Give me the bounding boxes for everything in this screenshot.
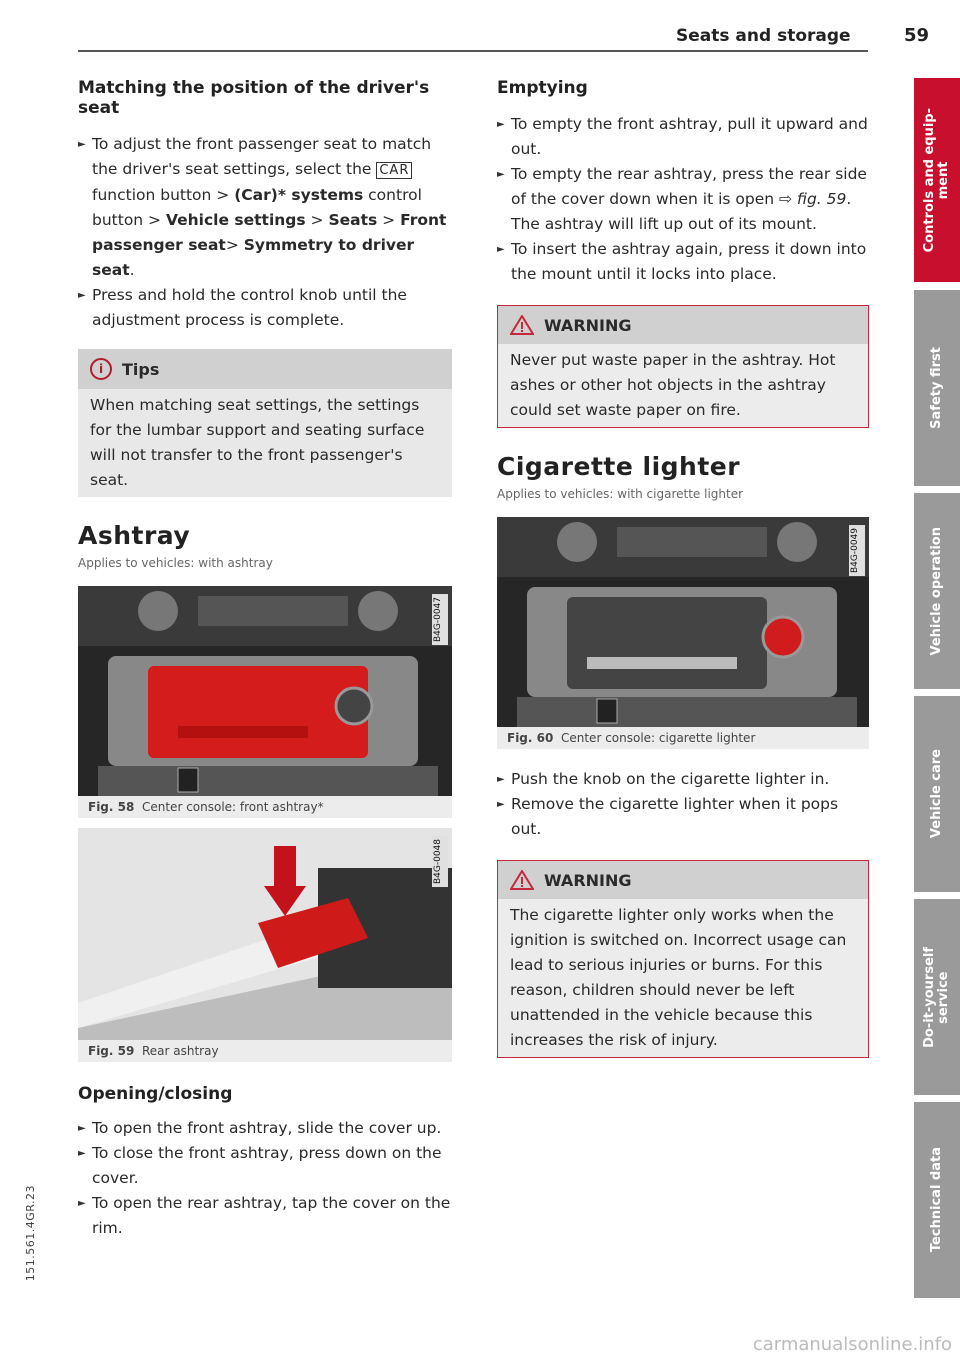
warning-icon (510, 870, 534, 890)
tab-safety-first[interactable]: Safety first (914, 290, 960, 486)
tips-title: Tips (122, 359, 160, 379)
emptying-step-1: ► To empty the front ashtray, pull it upward and out. (497, 112, 869, 162)
matching-step-2: ► Press and hold the control knob until the adjustment process is complete. (78, 283, 452, 333)
figure-59-caption: Fig. 59 Rear ashtray (78, 1040, 452, 1062)
opening-heading: Opening/closing (78, 1084, 233, 1104)
right-column (497, 78, 869, 1058)
cigarette-lighter-heading: Cigarette lighter (497, 452, 741, 481)
lighter-step-2: ► Remove the cigarette lighter when it pops out. (497, 792, 869, 842)
ashtray-heading: Ashtray (78, 521, 191, 550)
opening-step-2: ► To close the front ashtray, press down on the cover. (78, 1141, 452, 1191)
figure-60-caption: Fig. 60 Center console: cigarette lighter (497, 727, 869, 749)
header-rule (78, 50, 868, 52)
tab-do-it-yourself-service[interactable]: Do-it-yourself service (914, 899, 960, 1095)
tips-box (78, 349, 452, 497)
lighter-applies: Applies to vehicles: with cigarette lighter (497, 487, 744, 501)
figure-59-code: B4G-0048 (432, 836, 448, 887)
section-title: Seats and storage (676, 26, 851, 46)
front-ashtray-illustration (78, 586, 452, 796)
info-icon: i (90, 358, 112, 380)
figure-60-code: B4G-0049 (849, 525, 865, 576)
emptying-step-2: ► To empty the rear ashtray, press the rear side of the cover down when it is open ⇨ fig. 59. The ashtray will lift up out of its mount. (497, 162, 869, 237)
warning-box-ashtray (497, 305, 869, 428)
figure-58-caption: Fig. 58 Center console: front ashtray* (78, 796, 452, 818)
lighter-step-1: ► Push the knob on the cigarette lighter in. (497, 767, 869, 792)
page-number: 59 (904, 25, 930, 46)
warning-text: The cigarette lighter only works when the ignition is switched on. Incorrect usage can lead to serious injuries or burns. For this reason, children should never be left unattended in the vehicle because this increases the risk of injury. (498, 899, 868, 1057)
figure-reference[interactable]: ⇨ fig. 59 (779, 190, 847, 208)
tab-technical-data[interactable]: Technical data (914, 1102, 960, 1298)
figure-59 (78, 828, 452, 1062)
warning-text: Never put waste paper in the ashtray. Hot ashes or other hot objects in the ashtray could set waste paper on fire. (498, 344, 868, 427)
warning-box-lighter (497, 860, 869, 1058)
matching-heading: Matching the position of the driver's seat (78, 78, 430, 118)
cigarette-lighter-illustration (497, 517, 869, 727)
matching-step-1: ► To adjust the front passenger seat to match the driver's seat settings, select the CAR function button > (Car)* systems control button > Vehicle settings > Seats > Front passenger seat> Symmetry to driver seat. (78, 132, 452, 283)
warning-header: WARNING (498, 306, 868, 344)
document-code: 151.561.4GR.23 (24, 1185, 37, 1282)
warning-icon (510, 315, 534, 335)
opening-step-1: ► To open the front ashtray, slide the cover up. (78, 1116, 452, 1141)
car-key: CAR (376, 162, 412, 179)
opening-step-3: ► To open the rear ashtray, tap the cover on the rim. (78, 1191, 452, 1241)
tips-header (78, 349, 452, 389)
figure-58-code: B4G-0047 (432, 594, 448, 645)
tab-vehicle-care[interactable]: Vehicle care (914, 696, 960, 892)
footer-watermark: carmanualsonline.info (752, 1334, 952, 1355)
figure-58 (78, 586, 452, 818)
tab-vehicle-operation[interactable]: Vehicle operation (914, 493, 960, 689)
warning-header: WARNING (498, 861, 868, 899)
emptying-heading: Emptying (497, 78, 588, 98)
rear-ashtray-illustration (78, 828, 452, 1040)
emptying-step-3: ► To insert the ashtray again, press it down into the mount until it locks into place. (497, 237, 869, 287)
ashtray-applies: Applies to vehicles: with ashtray (78, 556, 273, 570)
figure-60 (497, 517, 869, 749)
left-column (78, 78, 452, 1241)
tab-controls-and-equipment[interactable]: Controls and equip- ment (914, 78, 960, 282)
tips-text: When matching seat settings, the settings for the lumbar support and seating surface will not transfer to the front passenger's seat. (90, 396, 425, 489)
